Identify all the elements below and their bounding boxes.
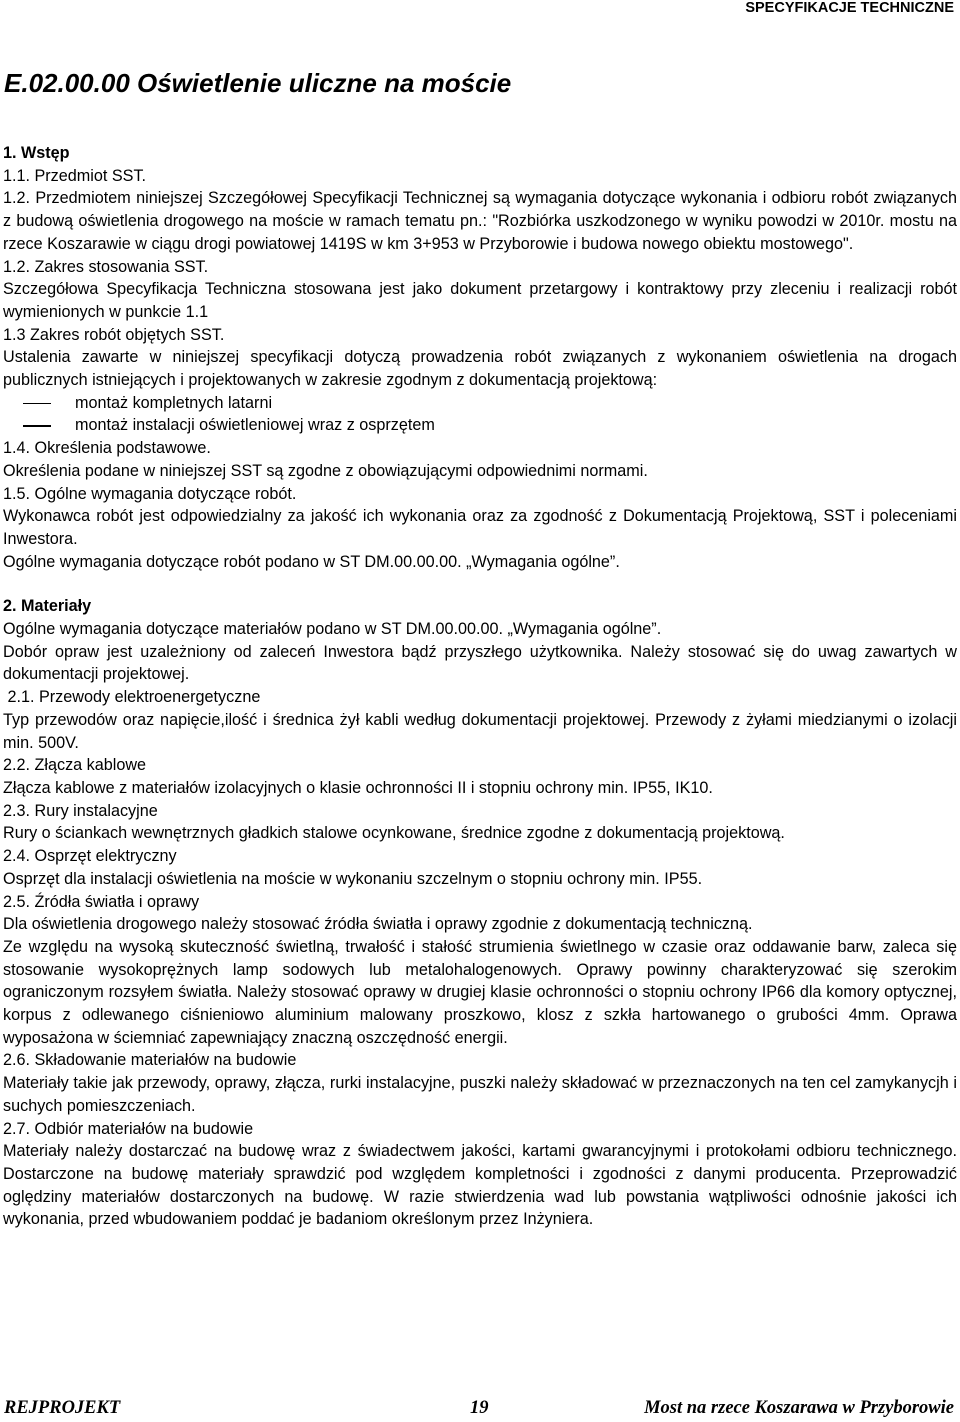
- list-item: montaż instalacji oświetleniowej wraz z osprzętem: [3, 414, 957, 437]
- list-item: montaż kompletnych latarni: [3, 392, 957, 415]
- subsection-heading-2-7: 2.7. Odbiór materiałów na budowie: [3, 1119, 254, 1138]
- paragraph-2-6-body: Materiały takie jak przewody, oprawy, złącza, rurki instalacyjne, puszki należy składować w przeznaczonych na ten cel zamykanycjh i suchych pomieszczeniach.: [3, 1074, 957, 1115]
- paragraph-1-5-body-2: Ogólne wymagania dotyczące robót podano w ST DM.00.00.00. „Wymagania ogólne”.: [3, 552, 620, 571]
- subsection-heading-1-3: 1.3 Zakres robót objętych SST.: [3, 325, 225, 344]
- subsection-heading-1-4: 1.4. Określenia podstawowe.: [3, 439, 211, 458]
- document-title: E.02.00.00 Oświetlenie uliczne na moście: [4, 68, 512, 98]
- subsection-heading-1-1: 1.1. Przedmiot SST.: [3, 166, 147, 185]
- footer-page-number: 19: [470, 1398, 489, 1418]
- running-header: SPECYFIKACJE TECHNICZNE: [745, 0, 954, 16]
- section-heading-1: 1. Wstęp: [3, 144, 70, 162]
- section-heading-2: 2. Materiały: [3, 597, 92, 616]
- footer-company: REJPROJEKT: [4, 1398, 121, 1418]
- paragraph-1-3-body: Ustalenia zawarte w niniejszej specyfikacji dotyczą prowadzenia robót związanych z wykonaniem oświetlenia na drogach publicznych istniejących i projektowanych w zakresie zgodnym z dokumentacją projektową:: [3, 348, 957, 390]
- subsection-heading-2-5: 2.5. Źródła światła i oprawy: [3, 892, 200, 911]
- paragraph-1-2-body: Szczegółowa Specyfikacja Techniczna stosowana jest jako dokument przetargowy i kontraktowy przy zleceniu i realizacji robót wymienionych w punkcie 1.1: [3, 280, 957, 321]
- subsection-heading-1-5: 1.5. Ogólne wymagania dotyczące robót.: [3, 484, 297, 503]
- paragraph-1-4-body: Określenia podane w niniejszej SST są zgodne z obowiązującymi odpowiednimi normami.: [3, 461, 648, 480]
- paragraph-2-4-body: Osprzęt dla instalacji oświetlenia na moście w wykonaniu szczelnym o stopniu ochrony min. IP55.: [3, 869, 703, 888]
- paragraph-2-2-body: Złącza kablowe z materiałów izolacyjnych o klasie ochronności II i stopniu ochrony min. IP55, IK10.: [3, 778, 713, 797]
- paragraph-2-5-body-1: Dla oświetlenia drogowego należy stosować źródła światła i oprawy zgodnie z dokumentacją techniczną.: [3, 915, 753, 934]
- footer-project-name: Most na rzece Koszarawa w Przyborowie: [644, 1398, 954, 1418]
- subsection-heading-2-4: 2.4. Osprzęt elektryczny: [3, 847, 177, 866]
- subsection-heading-2-6: 2.6. Składowanie materiałów na budowie: [3, 1051, 297, 1070]
- paragraph-2-body-2: Dobór opraw jest uzależniony od zaleceń Inwestora bądź przyszłego użytkownika. Należy stosować się do uwag zawartych w dokumentacji projektowej.: [3, 642, 957, 684]
- page-footer: [4, 1398, 954, 1422]
- paragraph-2-5-body-2: Ze względu na wysoką skuteczność świetlną, trwałość i stałość strumienia świetlnego w czasie oraz oddawanie barw, zaleca się stosowanie wysokoprężnych lamp sodowych lub metalohalogenowych. Oprawy powinny charakteryzować się szerokim ograniczonym rozsyłem światła. Należy stosować oprawy w drugiej klasie ochronności o stopniu ochrony IP66 dla komory optycznej, korpus z odlewanego ciśnieniowo aluminium malowany proszkowo, klosz z szkła hartowanego o grubości 4mm. Oprawa wyposażona w ściemniać zapewniający znaczną oszczędność energii.: [3, 937, 957, 1047]
- paragraph-2-7-body: Materiały należy dostarczać na budowę wraz z świadectwem jakości, kartami gwarancyjnymi i protokołami odbioru technicznego. Dostarczone na budowę materiały sprawdzić pod względem kompletności i zgodności z danymi producenta. Przeprowadzić oględziny materiałów dostarczonych na budowę. W razie stwierdzenia wad lub powstania wątpliwości odnośnie jakości ich wykonania, przed wbudowaniem poddać je badaniom określonym przez Inżyniera.: [3, 1142, 957, 1229]
- paragraph-2-body-1: Ogólne wymagania dotyczące materiałów podano w ST DM.00.00.00. „Wymagania ogólne”.: [3, 620, 662, 639]
- paragraph-2-3-body: Rury o ściankach wewnętrznych gładkich stalowe ocynkowane, średnice zgodne z dokumentacją projektową.: [3, 824, 785, 843]
- subsection-heading-1-2: 1.2. Zakres stosowania SST.: [3, 257, 209, 276]
- paragraph-1-2: 1.2. Przedmiotem niniejszej Szczegółowej Specyfikacji Technicznej są wymagania dotyczące wykonania i odbioru robót związanych z budową oświetlenia drogowego na moście w ramach tematu pn.: "Rozbiórka uszkodzonego w wyniku powodzi w 2010r. mostu na rzece Koszarawie w ciągu drogi powiatowej 1419S w km 3+953 w Przyborowie i budowa nowego obiektu mostowego".: [3, 189, 957, 253]
- subsection-heading-2-3: 2.3. Rury instalacyjne: [3, 801, 158, 820]
- paragraph-2-1-body: Typ przewodów oraz napięcie,ilość i średnica żył kabli według dokumentacji projektowej. Przewody z żyłami miedzianymi o izolacji min. 500V.: [3, 710, 957, 752]
- subsection-heading-2-1: 2.1. Przewody elektroenergetyczne: [3, 688, 261, 707]
- subsection-heading-2-2: 2.2. Złącza kablowe: [3, 756, 147, 775]
- paragraph-1-5-body: Wykonawca robót jest odpowiedzialny za jakość ich wykonania oraz za zgodność z Dokumentacją Projektową, SST i poleceniami Inwestora.: [3, 507, 957, 548]
- document-body: [3, 142, 957, 1231]
